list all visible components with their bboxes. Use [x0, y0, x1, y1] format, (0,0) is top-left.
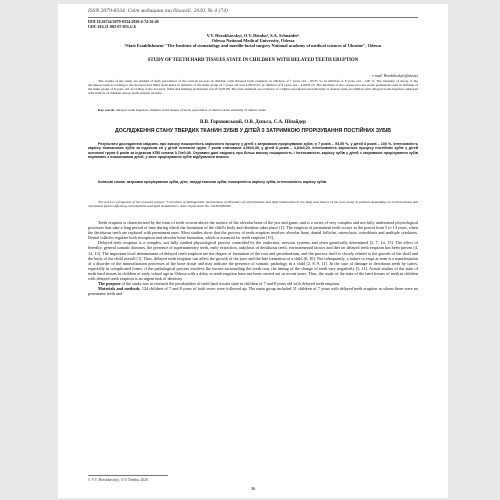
methods-text: 124 children of 7 and 8 years of both sexes were followed up. The main group included 31 children of 7 years with delayed teeth eruption in whom there were no permanent teeth and [88, 286, 418, 297]
methods-label: Materials and methods. [98, 286, 141, 292]
doi-line: DOI 10.26724/2079-8334-2020-4-74-36-40 [88, 19, 159, 24]
author-names: V.V. Horokhovskyi, O.V. Dienha¹, S.A. Schnaider¹ [206, 33, 300, 38]
article-page [58, 4, 448, 498]
ua-keywords-label: Ключові слова: [98, 180, 126, 184]
purpose-label: The purpose [98, 281, 121, 287]
author-email: e-mail: Horokhovskyiv@ukr.net [372, 74, 418, 78]
keywords-text: delayed tooth eruption, children, hard tissues of teeth, prevalence of dental caries, intensity of dental caries. [116, 108, 267, 112]
body-paragraph-2: Delayed teeth eruption is a complex, not fully studied physiological process controlled by the endocrine, nervous systems and often genetically determined [3, 7, 14, 15]. The effect of heredity, general somatic diseases, the presence of supernumerary teeth, early extraction, ankylosis of deciduous teeth, environmental factors and diet on delayed teeth eruption has been proven [4, 12, 13]. The important local determinants of delayed teeth eruption are the degree of formation of the root and periodontium, and the process itself is closely related to the growth of the skull and the body of the child overall [1]. Thus, delayed teeth eruption can affect the growth of the jaws and the bite formation of a child [6, 10]. Not infrequently, a failure to erupt at term is a manifestation of a disorder of the mineralization processes of the bone tissue and may indicate the presence of somatic pathology in a child [2, 8, 9, 11]. In the case of damage to deciduous teeth by caries, especially in complicated forms, if the pathological process involves the tissues surrounding the tooth root, the timing of the change of teeth vary negatively [5, 11]. Actual studies of the state of teeth hard tissues in children of early school age in Odessa with a delay in teeth eruption have not been carried out in recent years. Thus, the study of the state of the hard tissues of teeth in children with delayed teeth eruption is an urgent task of dentistry. [88, 240, 418, 282]
journal-header: ISSN 2079-8334. Світ медицини та біології. 2020. № 4 (74) [88, 8, 228, 14]
funding-note: The work is a fragment of the research project "Correction of pathogenetic mechanisms of disorders of carbohydrate and lipid metabolism in the body and tissues of the oral cavity in patients depending on environmental and nutritional factors affecting carbohydrate and lipid metabolism", state registration No. 0118U000960. [88, 200, 418, 209]
ua-title: ДОСЛІДЖЕННЯ СТАНУ ТВЕРДИХ ТКАНИН ЗУБІВ У ДІТЕЙ З ЗАТРИМКОЮ ПРОРІЗУВАННЯ ПОСТІЙНИХ ЗУБІВ [115, 128, 391, 134]
abstract-en: The results of the study are evident of high prevalence of the carious process in children with delayed tooth eruption: in children of 7 years old – 93.55 %, in children of 8 years old – 100 %. The intensity of decay of the deciduous teeth according to the decayed and filled teeth index in children of the main group of 7 years old was 4.06±0.35, in children of 8 years old – 4.84±0.23. The intensity of the carious process in the permanent teeth in children of the main group of 8 years old according to the decayed, filled and missing teeth index was 0.74±0.08. The data obtained are evidence of a higher prevalence and intensity of dental caries in children with delayed tooth eruption compared with indices of children whose teeth erupted on time. [88, 79, 418, 96]
ua-authors: В.В. Гороховський, О.В. Дєньга, С.А. Шнайдер [200, 120, 306, 125]
purpose-text: of the study was to research the peculiarities of teeth hard tissues state in children of 7 and 8 years old with delayed teeth eruption. [120, 281, 341, 287]
ua-abstract: Результати дослідження свідчать про високу поширеність каріозного процесу у дітей з затримкою прорізування зубів: у 7 років – 93,55 %, у дітей 8 років – 100 %. Інтенсивність карієсу тимчасових зубів за індексом кп у дітей основної групи 7 років становила 4,06±0,35, у дітей 8 років – 4,84±0,23. Інтенсивність каріозного процесу постійних зубів у дітей основної групи 8 років за індексом КПВ склала 0,74±0,08. Отримані дані свідчать про більш високу поширеність і інтенсивність карієсу зубів у дітей з затримкою прорізування зубів порівняно з показниками дітей, у яких прорізування зубів відбувалося вчасно. [88, 142, 418, 160]
page-number: 36 [250, 486, 256, 491]
article-title: STUDY OF TEETH HARD TISSUES STATE IN CHILDREN WITH DELAYED TEETH ERUPTION [147, 58, 359, 63]
article-body [88, 220, 418, 296]
footnote-rule [88, 475, 168, 476]
affiliation-2: ¹State Establishment "The Institute of stomatology and maxillo-facial surgery National academy of medical sciences of Ukraine", Odessa [124, 43, 382, 49]
keywords-label: Key words: [98, 108, 116, 112]
ua-keywords-text: затримка прорізування зубів, діти, тверді тканини зубів, поширеність карієсу зубів, інтенсивність карієсу зубів. [126, 180, 327, 184]
affiliation-1: Odessa National Medical University, Odessa [211, 38, 295, 44]
copyright-footer: © V.V. Horokhovskyi, O.V. Dienha, 2020 [88, 478, 148, 482]
keywords-en [88, 108, 418, 112]
body-paragraph-4 [88, 286, 418, 296]
udc-line: UDC 616.31-002-07-053.2/.6 [88, 24, 136, 29]
body-paragraph-1: Teeth eruption is characterized by the form of teeth crowns above the surface of the alveolar bone of the jaw and gums, and is a series of very complex and not fully understood physiological processes that take a long period of time during which the formation of the child's body and dentition takes place [1]. The eruption of permanent teeth occurs in the period from 5 to 14 years, when the deciduous teeth are replaced with permanent ones. Most studies show that the process of teeth eruption involves alveolar bone, dental follicles, osteoclasts, osteoblasts and multiple cytokines. Dental follicles regulate both resorption and alveolar bone formation, which is essential for teeth eruption [15]. [88, 220, 418, 241]
header-rule [88, 17, 418, 18]
author-block [88, 33, 418, 49]
ua-keywords [88, 180, 418, 184]
